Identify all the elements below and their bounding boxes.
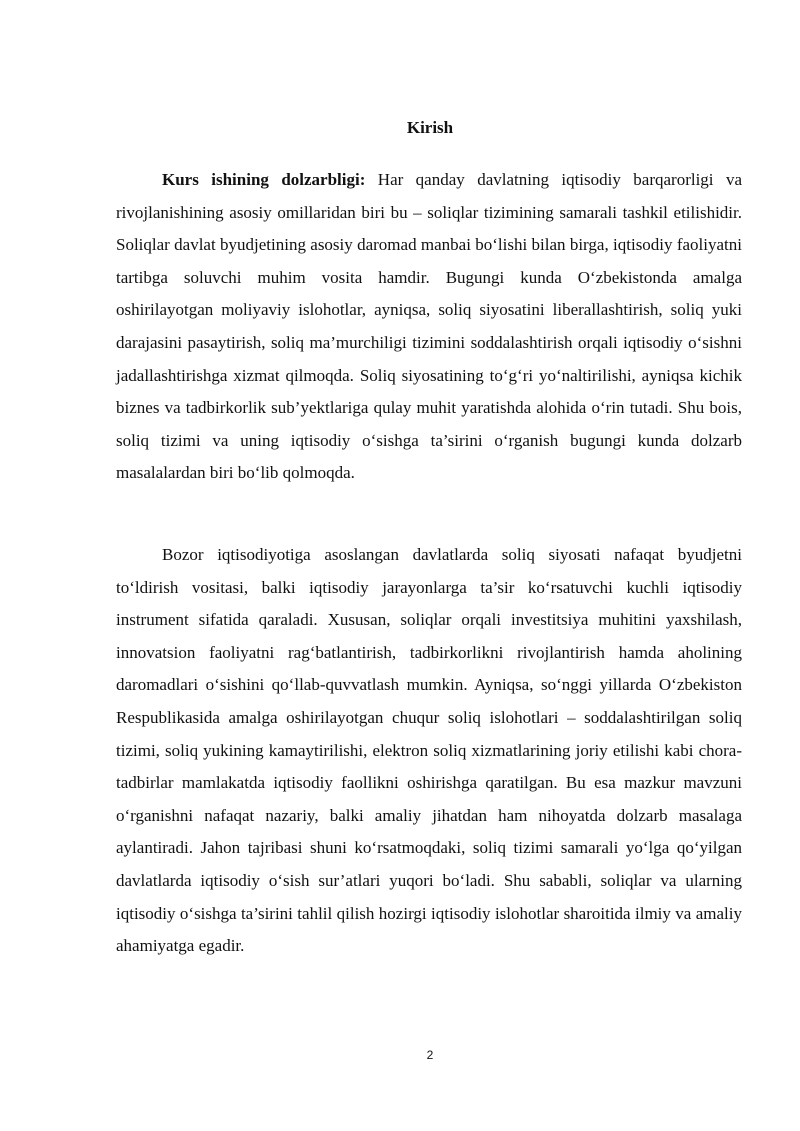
- paragraph-body: Har qanday davlatning iqtisodiy barqarorligi va rivojlanishining asosiy omillaridan biri bu – soliqlar tizimining samarali tashkil etilishidir. Soliqlar davlat byudjetining asosiy daromad manbai bo‘lishi bilan birga, iqtisodiy faoliyatni tartibga soluvchi muhim vosita hamdir. Bugungi kunda O‘zbekistonda amalga oshirilayotgan moliyaviy islohotlar, ayniqsa, soliq siyosatini liberallashtirish, soliq yuki darajasini pasaytirish, soliq ma’murchiligi tizimini soddalashtirish orqali iqtisodiy o‘sishni jadallashtirishga xizmat qilmoqda. Soliq siyosatining to‘g‘ri yo‘naltirilishi, ayniqsa kichik biznes va tadbirkorlik sub’yektlariga qulay muhit yaratishda alohida o‘rin tutadi. Shu bois, soliq tizimi va uning iqtisodiy o‘sishga ta’sirini o‘rganish bugungi kunda dolzarb masalalardan biri bo‘lib qolmoqda.: [116, 170, 742, 483]
- paragraph-market-economy: [116, 539, 742, 963]
- paragraph-body: Bozor iqtisodiyotiga asoslangan davlatlarda soliq siyosati nafaqat byudjetni to‘ldirish vositasi, balki iqtisodiy jarayonlarga ta’sir ko‘rsatuvchi kuchli iqtisodiy instrument sifatida qaraladi. Xususan, soliqlar orqali investitsiya muhitini yaxshilash, innovatsion faoliyatni rag‘batlantirish, tadbirkorlikni rivojlantirish hamda aholining daromadlari o‘sishini qo‘llab-quvvatlash mumkin. Ayniqsa, so‘nggi yillarda O‘zbekiston Respublikasida amalga oshirilayotgan chuqur soliq islohotlari – soddalashtirilgan soliq tizimi, soliq yukining kamaytirilishi, elektron soliq xizmatlarining joriy etilishi kabi chora-tadbirlar mamlakatda iqtisodiy faollikni oshirishga qaratilgan. Bu esa mazkur mavzuni o‘rganishni nafaqat nazariy, balki amaliy jihatdan ham nihoyatda dolzarb masalaga aylantiradi. Jahon tajribasi shuni ko‘rsatmoqdaki, soliq tizimi samarali yo‘lga qo‘yilgan davlatlarda iqtisodiy o‘sish sur’atlari yuqori bo‘ladi. Shu sababli, soliqlar va ularning iqtisodiy o‘sishga ta’sirini tahlil qilish hozirgi iqtisodiy islohotlar sharoitida ilmiy va amaliy ahamiyatga egadir.: [116, 545, 742, 956]
- section-title: Kirish: [406, 118, 454, 137]
- paragraph-lead: Kurs ishining dolzarbligi:: [162, 170, 366, 189]
- paragraph-text: [116, 164, 742, 490]
- paragraph-relevance: [116, 164, 742, 490]
- paragraph-text: [116, 539, 742, 963]
- page-number: 2: [426, 1048, 434, 1062]
